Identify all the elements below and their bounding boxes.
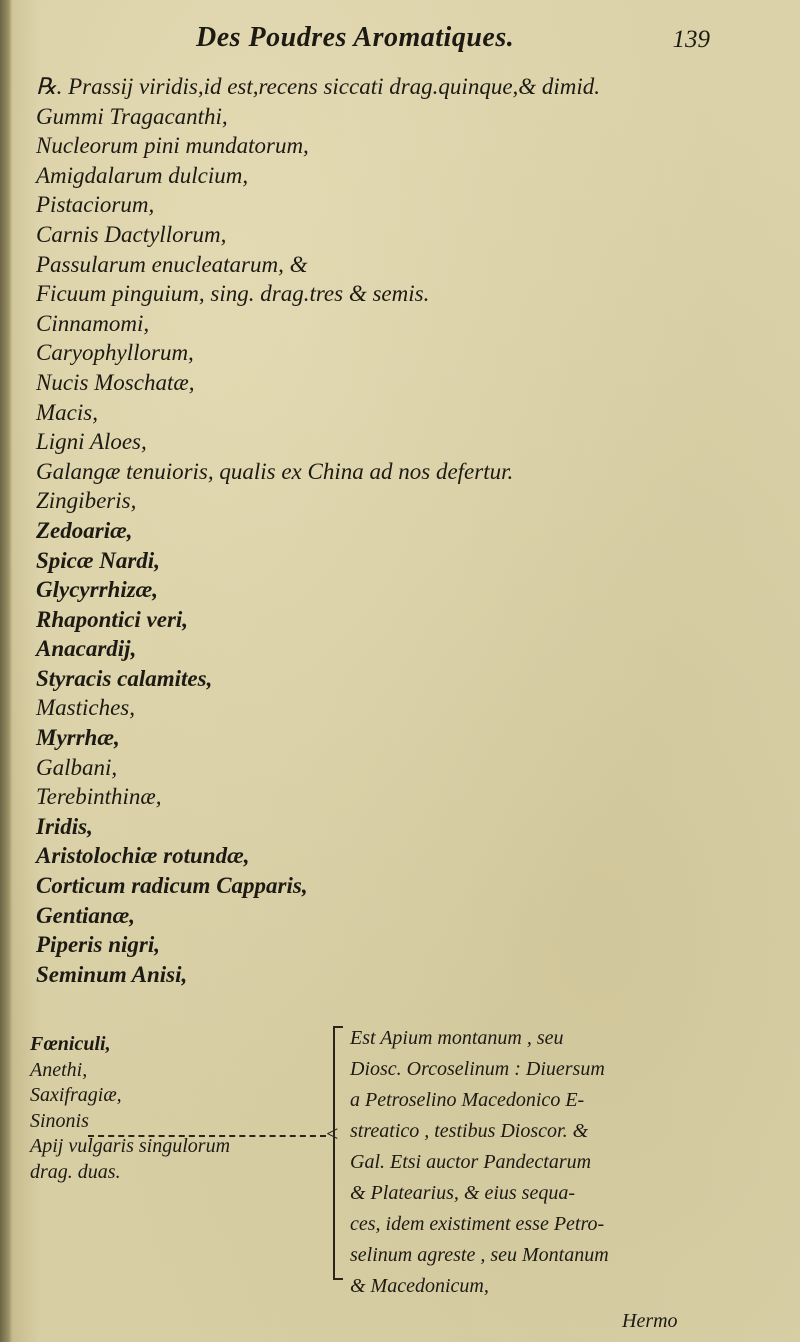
note-line: Diosc. Orcoselinum : Diuersum — [350, 1058, 605, 1080]
note-line: & Macedonicum, — [350, 1275, 489, 1297]
ingredient-line: Cinnamomi, — [36, 310, 150, 336]
seed-line: Anethi, — [30, 1058, 88, 1081]
brace — [333, 1028, 335, 1278]
ingredient-line: Macis, — [36, 399, 98, 425]
ingredient-line: Glycyrrhizæ, — [36, 577, 159, 603]
seed-line: Apij vulgaris singulorum — [30, 1135, 231, 1157]
ingredient-line: Ficuum pinguium, sing. drag.tres & semis. — [36, 281, 430, 307]
ingredient-line: ℞. Prassij viridis,id est,recens siccati drag.quinque,& dimid. — [36, 74, 601, 99]
running-title: Des Poudres Aromatiques. — [196, 22, 515, 53]
ingredient-line: Piperis nigri, — [36, 932, 160, 958]
page-header — [196, 22, 716, 62]
leader-dashes — [88, 1135, 326, 1137]
ingredient-line: Anacardij, — [36, 636, 137, 662]
ingredient-line: Aristolochiæ rotundæ, — [36, 843, 250, 869]
catchword: Hermo — [622, 1310, 678, 1332]
note-line: Est Apium montanum , seu — [350, 1027, 564, 1049]
ingredient-line: Carnis Dactyllorum, — [36, 221, 227, 247]
brace-bottom — [333, 1278, 343, 1280]
seed-line: Sinonis — [30, 1109, 89, 1132]
ingredient-line: Mastiches, — [36, 695, 136, 721]
ingredient-line: Amigdalarum dulcium, — [36, 162, 249, 188]
ingredient-line: Nucleorum pini mundatorum, — [36, 133, 309, 159]
ingredient-line: Seminum Anisi, — [36, 961, 188, 987]
ingredient-line: Gentianæ, — [36, 902, 136, 928]
note-line: selinum agreste , seu Montanum — [350, 1244, 609, 1266]
ingredient-line: Rhapontici veri, — [36, 606, 189, 632]
note-line: a Petroselino Macedonico E- — [350, 1089, 585, 1111]
binding-edge — [0, 0, 12, 1342]
ingredient-line: Pistaciorum, — [36, 192, 155, 218]
page-number: 139 — [672, 26, 710, 53]
note-line: & Platearius, & eius sequa- — [350, 1182, 575, 1204]
ingredient-line: Myrrhæ, — [36, 725, 120, 751]
ingredient-line: Zingiberis, — [36, 488, 137, 514]
ingredient-line: Passularum enucleatarum, & — [36, 251, 308, 277]
marginal-note — [350, 1023, 740, 1302]
ingredient-line: Iridis, — [36, 813, 93, 839]
ingredient-line: Ligni Aloes, — [36, 429, 147, 455]
ingredient-line: Zedoariæ, — [36, 517, 133, 543]
ingredient-line: Terebinthinæ, — [36, 784, 162, 810]
ingredient-line: Nucis Moschatæ, — [36, 369, 195, 395]
note-line: Gal. Etsi auctor Pandectarum — [350, 1151, 592, 1173]
ingredient-line: Caryophyllorum, — [36, 340, 194, 366]
ingredient-line: Corticum radicum Capparis, — [36, 873, 308, 899]
seed-line: drag. duas. — [30, 1160, 121, 1183]
ingredient-line: Spicæ Nardi, — [36, 547, 160, 573]
seed-line: Saxifragiæ, — [30, 1084, 122, 1106]
note-line: ces, idem existiment esse Petro- — [350, 1213, 605, 1235]
ingredient-line: Gummi Tragacanthi, — [36, 103, 228, 129]
note-line: streatico , testibus Dioscor. & — [350, 1120, 589, 1142]
brace-pointer: < — [326, 1121, 339, 1146]
seed-list — [30, 1032, 330, 1185]
ingredient-line: Styracis calamites, — [36, 665, 213, 691]
ingredient-line: Galangæ tenuioris, qualis ex China ad nos defertur. — [36, 458, 514, 484]
ingredient-line: Galbani, — [36, 754, 118, 780]
ingredient-list — [36, 72, 736, 989]
seed-line: Fœniculi, — [30, 1033, 111, 1055]
